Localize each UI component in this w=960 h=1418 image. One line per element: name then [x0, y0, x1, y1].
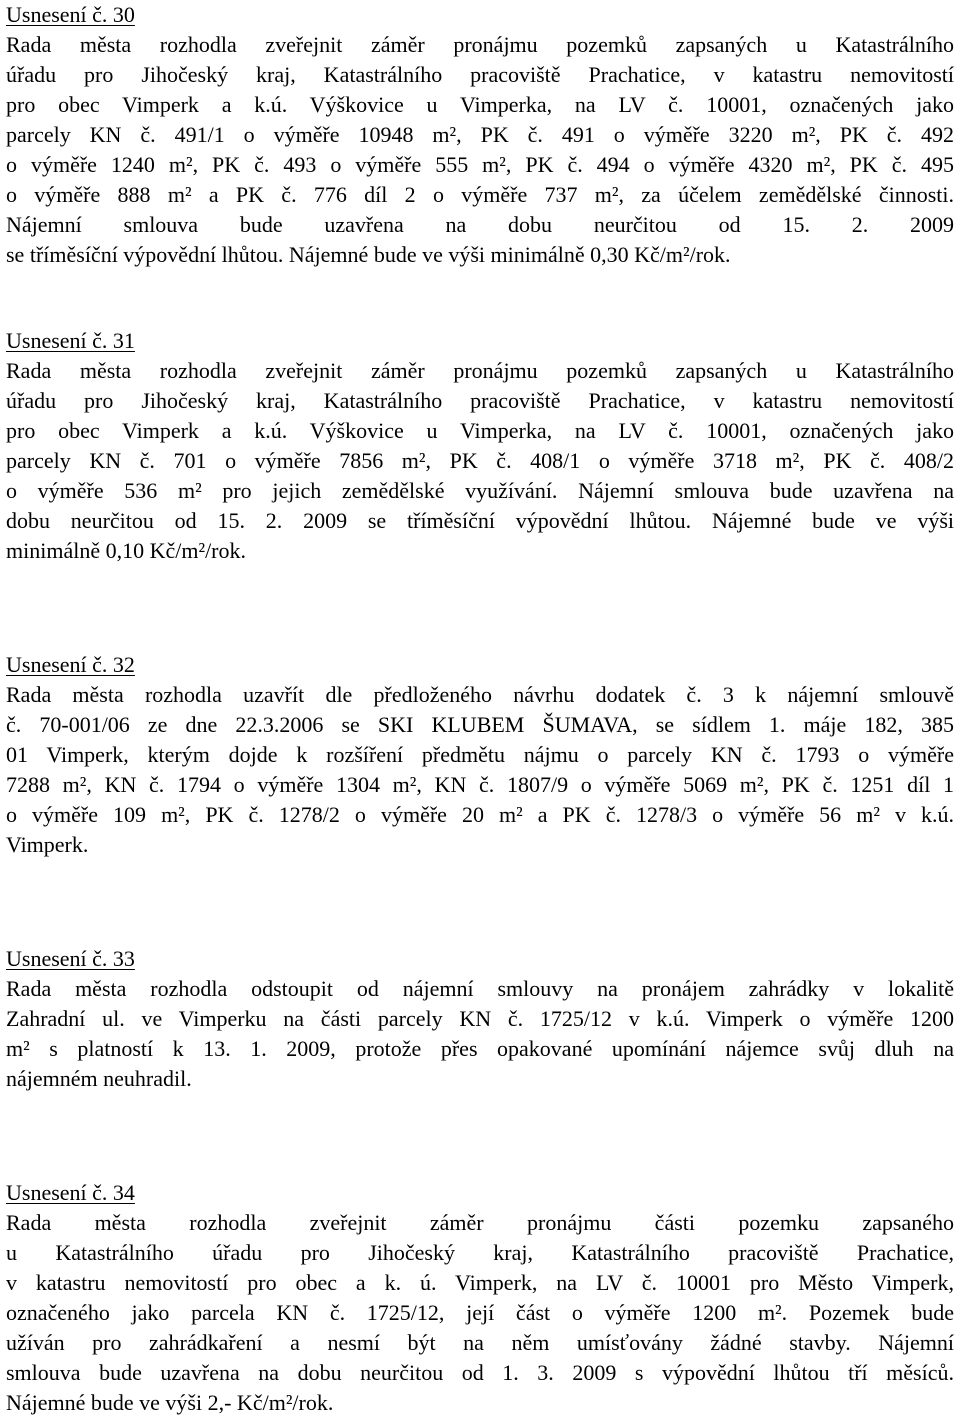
paragraph-line: č. 70-001/06 ze dne 22.3.2006 se SKI KLUBEM ŠUMAVA, se sídlem 1. máje 182, 385 [6, 712, 954, 737]
document-page [6, 0, 954, 1418]
paragraph-line: minimálně 0,10 Kč/m²/rok. [6, 538, 247, 563]
resolution-34 [6, 1178, 954, 1418]
paragraph-line: Nájemné bude ve výši 2,- Kč/m²/rok. [6, 1390, 334, 1415]
resolution-33 [6, 944, 954, 1094]
paragraph-line: Rada města rozhodla uzavřít dle předloženého návrhu dodatek č. 3 k nájemní smlouvě [6, 682, 954, 707]
paragraph-line: pro obec Vimperk a k.ú. Výškovice u Vimperka, na LV č. 10001, označených jako [6, 92, 954, 117]
paragraph-line: Nájemní smlouva bude uzavřena na dobu neurčitou od 15. 2. 2009 [6, 212, 954, 237]
paragraph-line: u Katastrálního úřadu pro Jihočeský kraj, Katastrálního pracoviště Prachatice, [6, 1240, 954, 1265]
paragraph-line: užíván pro zahrádkaření a nesmí být na něm umísťovány žádné stavby. Nájemní [6, 1330, 954, 1355]
paragraph-line: o výměře 536 m² pro jejich zemědělské využívání. Nájemní smlouva bude uzavřena na [6, 478, 954, 503]
paragraph-line: 01 Vimperk, kterým dojde k rozšíření předmětu nájmu o parcely KN č. 1793 o výměře [6, 742, 954, 767]
section-spacer [6, 270, 954, 326]
resolution-31 [6, 326, 954, 566]
paragraph-line: 7288 m², KN č. 1794 o výměře 1304 m², KN č. 1807/9 o výměře 5069 m², PK č. 1251 díl 1 [6, 772, 954, 797]
section-spacer [6, 566, 954, 650]
paragraph-line: pro obec Vimperk a k.ú. Výškovice u Vimperka, na LV č. 10001, označených jako [6, 418, 954, 443]
paragraph-line: parcely KN č. 701 o výměře 7856 m², PK č. 408/1 o výměře 3718 m², PK č. 408/2 [6, 448, 954, 473]
section-spacer [6, 1094, 954, 1178]
paragraph-line: Rada města rozhodla odstoupit od nájemní smlouvy na pronájem zahrádky v lokalitě [6, 976, 954, 1001]
paragraph-line: se tříměsíční výpovědní lhůtou. Nájemné bude ve výši minimálně 0,30 Kč/m²/rok. [6, 242, 731, 267]
paragraph-line: Rada města rozhodla zveřejnit záměr pronájmu pozemků zapsaných u Katastrálního [6, 32, 954, 57]
paragraph-line: dobu neurčitou od 15. 2. 2009 se tříměsíční výpovědní lhůtou. Nájemné bude ve výši [6, 508, 954, 533]
paragraph-line: Vimperk. [6, 832, 89, 857]
paragraph-line: nájemném neuhradil. [6, 1066, 192, 1091]
paragraph-line: o výměře 1240 m², PK č. 493 o výměře 555 m², PK č. 494 o výměře 4320 m², PK č. 495 [6, 152, 954, 177]
paragraph-line: Zahradní ul. ve Vimperku na části parcely KN č. 1725/12 v k.ú. Vimperk o výměře 1200 [6, 1006, 954, 1031]
resolution-heading: Usnesení č. 31 [6, 328, 135, 353]
paragraph-line: m² s platností k 13. 1. 2009, protože přes opakované upomínání nájemce svůj dluh na [6, 1036, 954, 1061]
paragraph-line: úřadu pro Jihočeský kraj, Katastrálního pracoviště Prachatice, v katastru nemovitostí [6, 62, 954, 87]
resolution-heading: Usnesení č. 32 [6, 652, 135, 677]
resolution-heading: Usnesení č. 30 [6, 2, 135, 27]
resolution-30 [6, 0, 954, 270]
paragraph-line: Rada města rozhodla zveřejnit záměr pronájmu pozemků zapsaných u Katastrálního [6, 358, 954, 383]
resolution-heading: Usnesení č. 33 [6, 946, 135, 971]
paragraph-line: v katastru nemovitostí pro obec a k. ú. Vimperk, na LV č. 10001 pro Město Vimperk, [6, 1270, 954, 1295]
paragraph-line: označeného jako parcela KN č. 1725/12, její část o výměře 1200 m². Pozemek bude [6, 1300, 954, 1325]
resolution-heading: Usnesení č. 34 [6, 1180, 135, 1205]
paragraph-line: smlouva bude uzavřena na dobu neurčitou od 1. 3. 2009 s výpovědní lhůtou tří měsíců. [6, 1360, 954, 1385]
resolution-32 [6, 650, 954, 860]
paragraph-line: parcely KN č. 491/1 o výměře 10948 m², PK č. 491 o výměře 3220 m², PK č. 492 [6, 122, 954, 147]
section-spacer [6, 860, 954, 944]
paragraph-line: o výměře 888 m² a PK č. 776 díl 2 o výměře 737 m², za účelem zemědělské činnosti. [6, 182, 954, 207]
paragraph-line: Rada města rozhodla zveřejnit záměr pronájmu části pozemku zapsaného [6, 1210, 954, 1235]
paragraph-line: o výměře 109 m², PK č. 1278/2 o výměře 20 m² a PK č. 1278/3 o výměře 56 m² v k.ú. [6, 802, 954, 827]
paragraph-line: úřadu pro Jihočeský kraj, Katastrálního pracoviště Prachatice, v katastru nemovitostí [6, 388, 954, 413]
